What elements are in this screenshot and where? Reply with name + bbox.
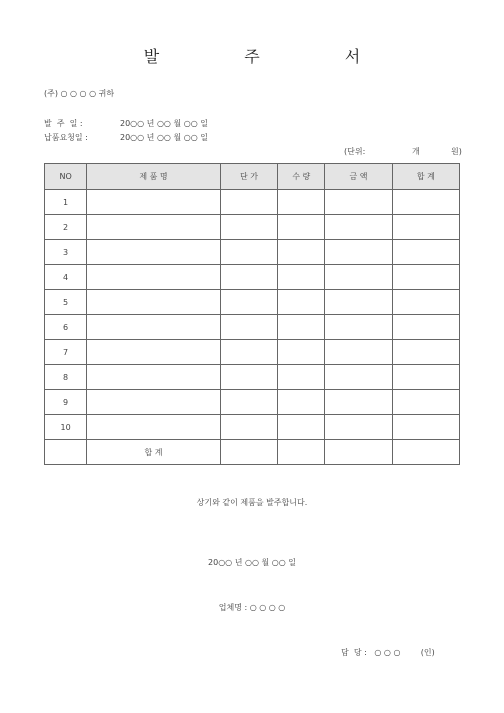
table-cell[interactable] — [278, 215, 325, 240]
table-cell[interactable] — [220, 215, 277, 240]
table-cell[interactable] — [278, 415, 325, 440]
table-cell[interactable] — [325, 365, 392, 390]
row-number: 4 — [45, 265, 87, 290]
table-row — [45, 365, 460, 390]
table-cell[interactable] — [325, 240, 392, 265]
table-cell[interactable] — [220, 365, 277, 390]
manager-signature: 담 당 : ○ ○ ○ (인) — [341, 648, 435, 657]
table-cell[interactable] — [87, 265, 221, 290]
row-number: 2 — [45, 215, 87, 240]
table-cell[interactable] — [87, 290, 221, 315]
table-row — [45, 415, 460, 440]
table-cell[interactable] — [392, 215, 459, 240]
confirm-statement: 상기와 같이 제품을 발주합니다. — [196, 498, 308, 507]
header-quantity: 수 량 — [278, 164, 325, 190]
table-cell[interactable] — [278, 290, 325, 315]
table-cell[interactable] — [87, 190, 221, 215]
delivery-date-value: 20○○ 년 ○○ 월 ○○ 일 — [120, 133, 208, 142]
sign-date: 20○○ 년 ○○ 월 ○○ 일 — [208, 558, 296, 567]
unit-label: (단위: — [344, 147, 366, 156]
delivery-date-label: 납품요청일 : — [44, 133, 88, 142]
header-no: NO — [45, 164, 87, 190]
table-cell[interactable] — [87, 390, 221, 415]
table-cell[interactable] — [392, 340, 459, 365]
table-row — [45, 390, 460, 415]
table-cell[interactable] — [392, 265, 459, 290]
table-cell[interactable] — [392, 290, 459, 315]
table-cell[interactable] — [325, 440, 392, 465]
table-cell[interactable] — [278, 390, 325, 415]
table-cell[interactable] — [220, 340, 277, 365]
table-cell[interactable] — [325, 340, 392, 365]
order-date-label: 발 주 일 : — [44, 119, 83, 128]
table-cell[interactable] — [87, 240, 221, 265]
unit-end: 원) — [451, 147, 462, 156]
header-total: 합 계 — [392, 164, 459, 190]
table-cell[interactable] — [325, 415, 392, 440]
recipient: (주) ○ ○ ○ ○ 귀하 — [44, 89, 115, 98]
table-cell[interactable] — [392, 390, 459, 415]
table-cell[interactable] — [220, 415, 277, 440]
document-title: 발 주 서 — [143, 47, 401, 66]
total-row-label: 합 계 — [87, 440, 221, 465]
table-cell[interactable] — [392, 240, 459, 265]
table-cell[interactable] — [220, 440, 277, 465]
table-cell[interactable] — [278, 340, 325, 365]
table-cell[interactable] — [87, 340, 221, 365]
row-number: 5 — [45, 290, 87, 315]
order-date-value: 20○○ 년 ○○ 월 ○○ 일 — [120, 119, 208, 128]
header-product-name: 제 품 명 — [87, 164, 221, 190]
unit-value: 개 — [412, 147, 420, 156]
table-cell[interactable] — [325, 265, 392, 290]
row-number: 6 — [45, 315, 87, 340]
table-cell[interactable] — [325, 190, 392, 215]
row-number: 1 — [45, 190, 87, 215]
table-cell[interactable] — [278, 315, 325, 340]
table-cell[interactable] — [278, 365, 325, 390]
table-cell[interactable] — [325, 390, 392, 415]
order-table — [44, 163, 460, 465]
table-cell[interactable] — [220, 240, 277, 265]
table-cell[interactable] — [278, 265, 325, 290]
table-cell[interactable] — [325, 215, 392, 240]
table-cell[interactable] — [220, 390, 277, 415]
table-cell[interactable] — [325, 315, 392, 340]
table-cell[interactable] — [87, 365, 221, 390]
table-cell[interactable] — [278, 440, 325, 465]
row-number: 7 — [45, 340, 87, 365]
table-header-row — [45, 164, 460, 190]
table-cell[interactable] — [87, 215, 221, 240]
table-total-row — [45, 440, 460, 465]
table-row — [45, 240, 460, 265]
table-row — [45, 340, 460, 365]
table-cell[interactable] — [220, 315, 277, 340]
table-row — [45, 215, 460, 240]
table-cell[interactable] — [220, 190, 277, 215]
total-row-no-cell — [45, 440, 87, 465]
table-cell[interactable] — [392, 190, 459, 215]
header-unit-price: 단 가 — [220, 164, 277, 190]
table-cell[interactable] — [392, 415, 459, 440]
company-name: 업체명 : ○ ○ ○ ○ — [218, 603, 286, 612]
table-cell[interactable] — [392, 315, 459, 340]
table-cell[interactable] — [325, 290, 392, 315]
table-cell[interactable] — [278, 240, 325, 265]
row-number: 10 — [45, 415, 87, 440]
table-cell[interactable] — [220, 290, 277, 315]
table-cell[interactable] — [220, 265, 277, 290]
table-row — [45, 290, 460, 315]
row-number: 8 — [45, 365, 87, 390]
table-row — [45, 315, 460, 340]
table-cell[interactable] — [392, 440, 459, 465]
table-cell[interactable] — [392, 365, 459, 390]
header-amount: 금 액 — [325, 164, 392, 190]
row-number: 9 — [45, 390, 87, 415]
table-cell[interactable] — [87, 315, 221, 340]
table-cell[interactable] — [87, 415, 221, 440]
table-cell[interactable] — [278, 190, 325, 215]
table-row — [45, 190, 460, 215]
row-number: 3 — [45, 240, 87, 265]
table-row — [45, 265, 460, 290]
